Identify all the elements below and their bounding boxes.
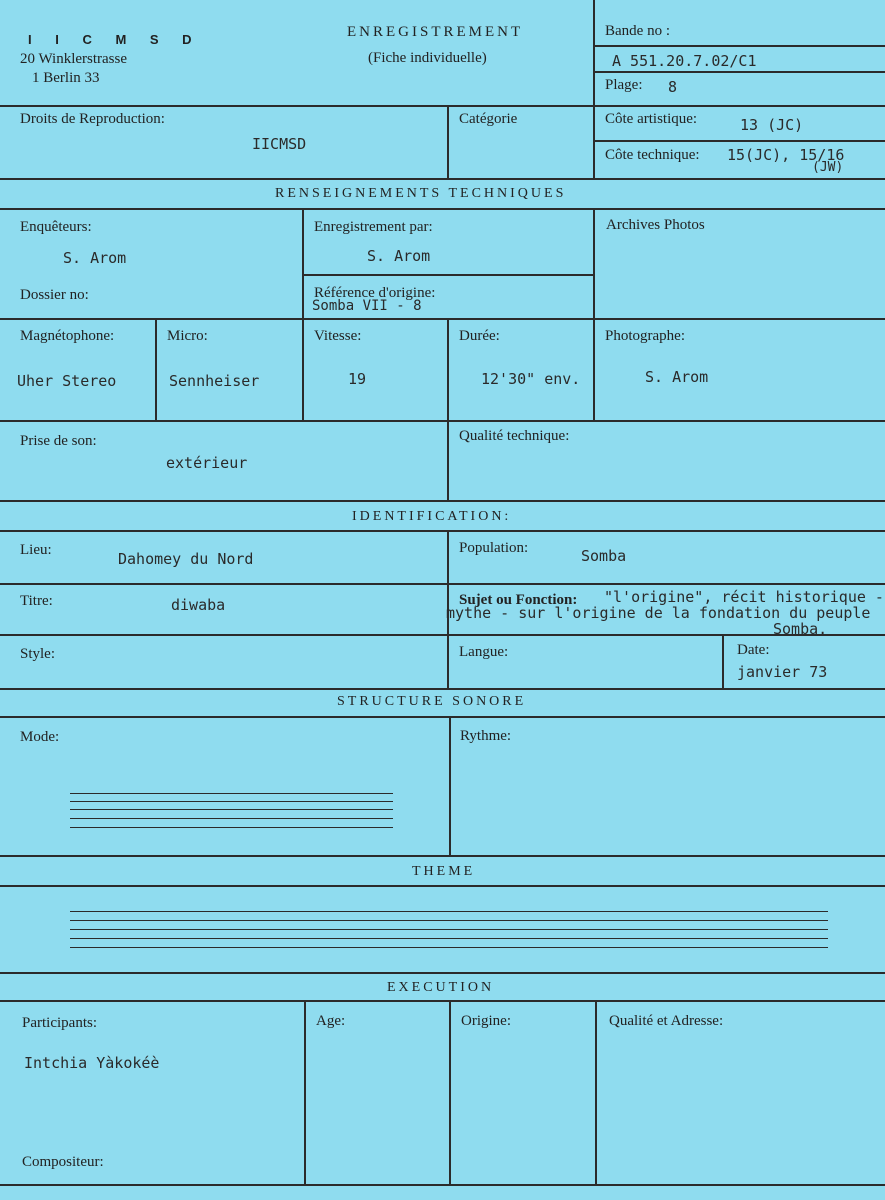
rule xyxy=(0,688,885,690)
categorie-label: Catégorie xyxy=(459,111,518,127)
rule xyxy=(0,972,885,974)
staff-line xyxy=(70,938,828,939)
rule xyxy=(0,208,885,210)
sujet-value-line2: mythe - sur l'origine de la fondation du peuple xyxy=(446,604,871,622)
prise-label: Prise de son: xyxy=(20,433,97,449)
section-title-execution: EXECUTION xyxy=(387,980,495,995)
staff-line xyxy=(70,801,393,802)
style-label: Style: xyxy=(20,646,56,662)
rule xyxy=(593,0,595,178)
org-address-street: 20 Winklerstrasse xyxy=(20,51,128,67)
rule xyxy=(304,1000,306,1184)
form-title: ENREGISTREMENT xyxy=(347,24,524,40)
photographe-label: Photographe: xyxy=(605,328,685,344)
langue-label: Langue: xyxy=(459,644,509,660)
rule xyxy=(0,105,885,107)
rule xyxy=(0,530,885,532)
photographe-value: S. Arom xyxy=(645,368,709,386)
vitesse-label: Vitesse: xyxy=(314,328,362,344)
cote-artistique-label: Côte artistique: xyxy=(605,111,698,127)
age-label: Age: xyxy=(316,1013,346,1029)
qualite-technique-label: Qualité technique: xyxy=(459,428,570,444)
population-label: Population: xyxy=(459,540,529,556)
dossier-label: Dossier no: xyxy=(20,287,89,303)
rythme-label: Rythme: xyxy=(460,728,512,744)
origine-label: Origine: xyxy=(461,1013,511,1029)
rule xyxy=(0,583,885,585)
org-logo: I I C M S D xyxy=(28,32,202,47)
rule xyxy=(0,318,885,320)
bande-label: Bande no : xyxy=(605,23,670,39)
participants-value: Intchia Yàkokéè xyxy=(24,1054,160,1072)
staff-line xyxy=(70,809,393,810)
plage-label: Plage: xyxy=(605,77,643,93)
titre-value: diwaba xyxy=(171,596,226,614)
staff-line xyxy=(70,911,828,912)
reference-label: Référence d'origine: xyxy=(314,285,436,301)
org-address-city: 1 Berlin 33 xyxy=(32,70,100,86)
rule xyxy=(155,318,157,420)
rule xyxy=(302,208,304,420)
magnetophone-label: Magnétophone: xyxy=(20,328,115,344)
section-title-structure: STRUCTURE SONORE xyxy=(337,694,527,709)
droits-value: IICMSD xyxy=(252,135,307,153)
duree-value: 12'30" env. xyxy=(481,370,581,388)
magnetophone-value: Uher Stereo xyxy=(17,372,117,390)
rule xyxy=(0,500,885,502)
staff-line xyxy=(70,827,393,828)
rule xyxy=(0,634,885,636)
enregistrement-value: S. Arom xyxy=(367,247,431,265)
rule xyxy=(0,1184,885,1186)
section-title-technical: RENSEIGNEMENTS TECHNIQUES xyxy=(275,186,567,201)
lieu-value: Dahomey du Nord xyxy=(118,550,254,568)
duree-label: Durée: xyxy=(459,328,500,344)
cote-technique-value-2: (JW) xyxy=(812,160,844,175)
rule xyxy=(593,45,885,47)
participants-label: Participants: xyxy=(22,1015,97,1031)
rule xyxy=(0,716,885,718)
mode-label: Mode: xyxy=(20,729,60,745)
rule xyxy=(302,274,593,276)
bande-value: A 551.20.7.02/C1 xyxy=(612,52,757,70)
cote-technique-label: Côte technique: xyxy=(605,147,700,163)
micro-value: Sennheiser xyxy=(169,372,260,390)
rule xyxy=(593,208,595,420)
rule xyxy=(0,1000,885,1002)
rule xyxy=(447,105,449,178)
rule xyxy=(449,716,451,855)
staff-line xyxy=(70,929,828,930)
cote-technique-value: 15(JC), 15/16 xyxy=(727,146,845,164)
rule xyxy=(0,420,885,422)
cote-artistique-value: 13 (JC) xyxy=(740,116,804,134)
enqueteurs-value: S. Arom xyxy=(63,249,127,267)
compositeur-label: Compositeur: xyxy=(22,1154,104,1170)
lieu-label: Lieu: xyxy=(20,542,52,558)
rule xyxy=(722,634,724,688)
titre-label: Titre: xyxy=(20,593,53,609)
rule xyxy=(0,885,885,887)
sujet-value-line3: Somba. xyxy=(773,620,828,638)
enregistrement-label: Enregistrement par: xyxy=(314,219,433,235)
droits-label: Droits de Reproduction: xyxy=(20,111,165,127)
vitesse-value: 19 xyxy=(348,370,367,388)
section-title-theme: THEME xyxy=(412,864,476,879)
form-subtitle: (Fiche individuelle) xyxy=(368,50,487,66)
plage-value: 8 xyxy=(668,78,678,96)
rule xyxy=(0,178,885,180)
rule xyxy=(449,1000,451,1184)
rule xyxy=(593,140,885,142)
staff-line xyxy=(70,947,828,948)
prise-value: extérieur xyxy=(166,454,248,472)
section-title-identification: IDENTIFICATION: xyxy=(352,509,512,524)
rule xyxy=(0,855,885,857)
date-value: janvier 73 xyxy=(737,663,828,681)
rule xyxy=(593,71,885,73)
micro-label: Micro: xyxy=(167,328,208,344)
reference-value: Somba VII - 8 xyxy=(312,298,422,314)
rule xyxy=(595,1000,597,1184)
sujet-label: Sujet ou Fonction: xyxy=(459,592,578,608)
staff-line xyxy=(70,793,393,794)
sujet-value-line1: "l'origine", récit historique - xyxy=(604,588,884,606)
qualite-adresse-label: Qualité et Adresse: xyxy=(609,1013,724,1029)
rule xyxy=(447,318,449,500)
enqueteurs-label: Enquêteurs: xyxy=(20,219,92,235)
staff-line xyxy=(70,818,393,819)
archives-label: Archives Photos xyxy=(606,217,705,233)
population-value: Somba xyxy=(581,547,627,565)
date-label: Date: xyxy=(737,642,770,658)
staff-line xyxy=(70,920,828,921)
